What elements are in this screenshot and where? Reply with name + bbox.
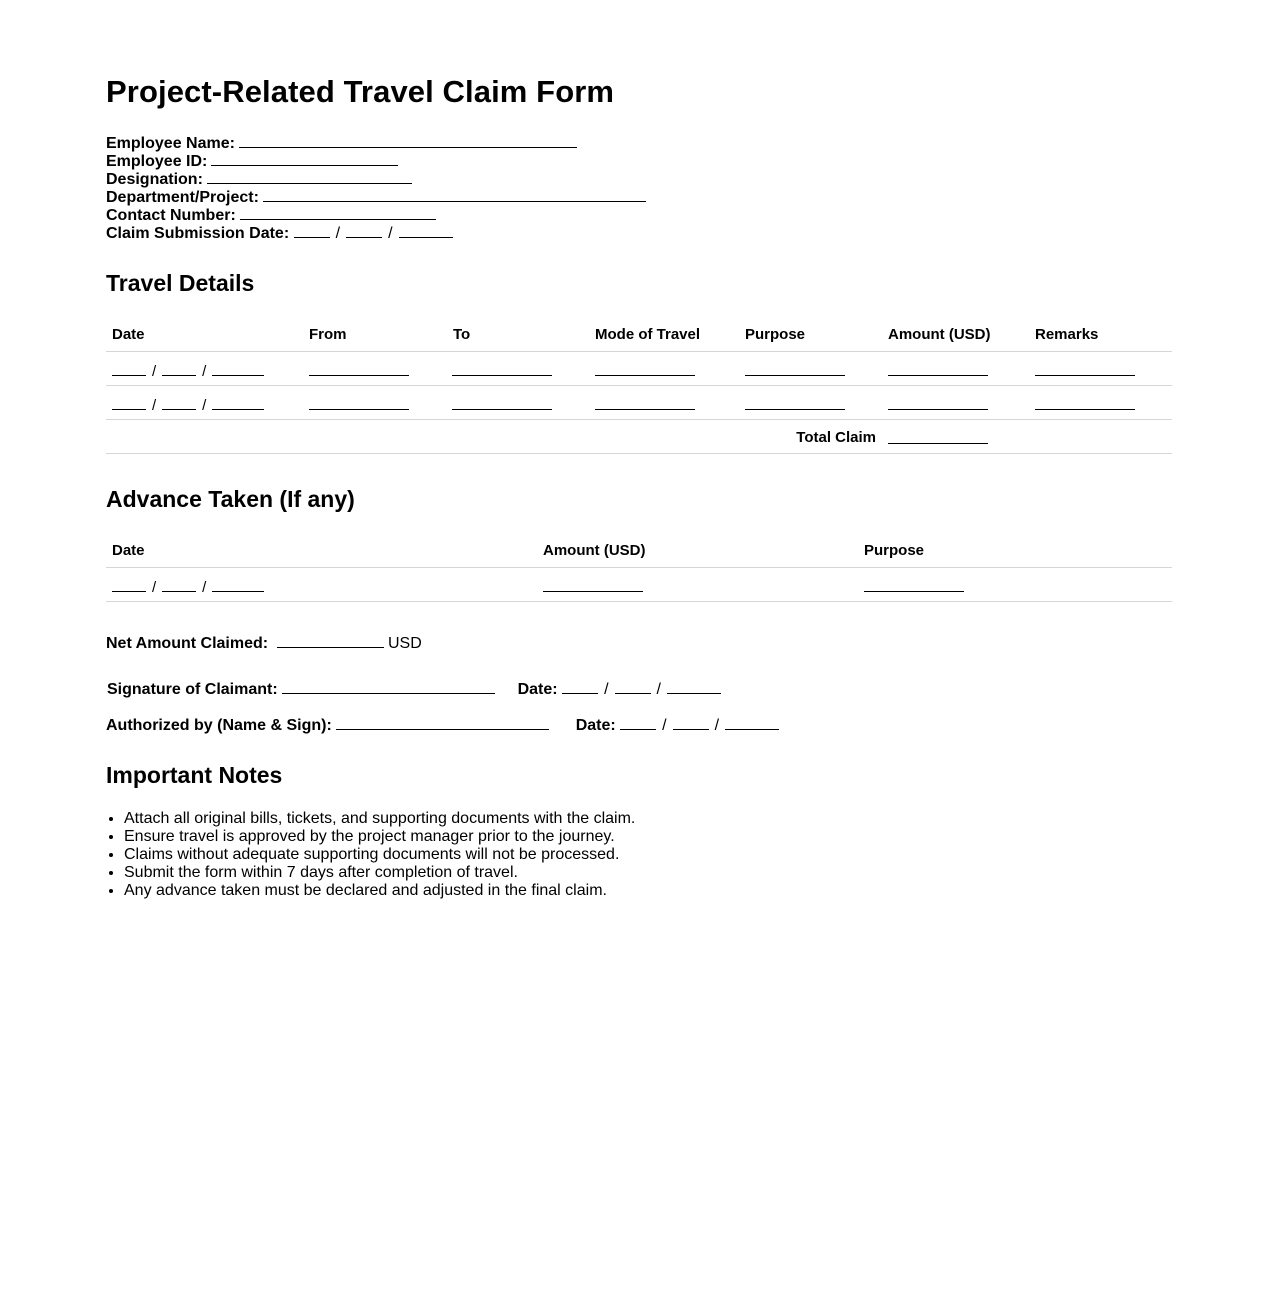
advance-table [106,533,1172,602]
claimant-date-year-field[interactable] [667,679,721,694]
claimant-signature-label: Signature of Claimant: [107,681,278,698]
claim-date-label: Claim Submission Date: [106,225,290,242]
department-field[interactable] [263,187,646,202]
table-header [106,533,1172,568]
month-field[interactable] [162,577,196,592]
column-header-amount: Amount (USD) [888,326,991,343]
claimant-date-month-field[interactable] [615,679,651,694]
day-field[interactable] [112,361,146,376]
claimant-date-day-field[interactable] [562,679,598,694]
authorized-date-year-field[interactable] [725,715,779,730]
remarks-field[interactable] [1035,395,1135,414]
column-header-date: Date [112,542,145,559]
claim-date-month-field[interactable] [346,223,382,238]
notes-list [106,810,635,900]
authorized-signature-field[interactable] [336,715,549,730]
year-field[interactable] [212,361,264,376]
mode-field[interactable] [595,395,695,414]
date-separator: / [202,363,207,380]
claim-date-year-field[interactable] [399,223,453,238]
notes-heading: Important Notes [106,762,283,788]
list-item: • Claims without adequate supporting documents will not be processed. [124,846,635,864]
month-field[interactable] [162,395,196,410]
table-header [106,317,1172,352]
designation-label: Designation: [106,171,203,188]
travel-details-heading: Travel Details [106,270,255,296]
employee-id-field[interactable] [211,151,398,166]
designation-row [106,169,646,187]
day-field[interactable] [112,577,146,592]
total-claim-label: Total Claim [796,429,876,446]
net-amount-field[interactable] [277,633,384,648]
column-header-from: From [309,326,347,343]
authorized-signature-label: Authorized by (Name & Sign): [106,717,332,734]
authorized-date-label: Date: [575,717,616,734]
net-amount-unit: USD [387,635,422,652]
column-header-purpose: Purpose [745,326,806,343]
date-separator: / [152,397,157,414]
claimant-signature-row [107,679,721,699]
claim-date-day-field[interactable] [294,223,330,238]
employee-id-label: Employee ID: [106,153,208,170]
advance-heading: Advance Taken (If any) [106,486,355,512]
contact-label: Contact Number: [106,207,236,224]
list-item: • Submit the form within 7 days after completion of travel. [124,864,635,882]
mode-field[interactable] [595,361,695,380]
contact-field[interactable] [240,205,436,220]
date-cell [112,577,264,596]
date-separator: / [604,681,609,698]
department-row [106,187,646,205]
to-field[interactable] [452,361,552,380]
total-claim-field[interactable] [888,429,988,448]
day-field[interactable] [112,395,146,410]
column-header-remarks: Remarks [1035,326,1099,343]
column-header-purpose: Purpose [864,542,925,559]
date-cell [112,361,264,380]
month-field[interactable] [162,361,196,376]
table-row [106,352,1172,386]
date-cell [112,395,264,414]
date-separator: / [656,681,661,698]
from-field[interactable] [309,395,409,414]
employee-name-row [106,133,646,151]
authorized-signature-row [106,715,779,735]
amount-field[interactable] [888,395,988,414]
advance-amount-field[interactable] [543,577,643,596]
year-field[interactable] [212,577,264,592]
authorized-date-month-field[interactable] [673,715,709,730]
date-separator: / [714,717,720,734]
purpose-field[interactable] [745,395,845,414]
net-amount-label: Net Amount Claimed: [106,635,269,652]
column-header-amount: Amount (USD) [543,542,646,559]
total-row [106,420,1172,454]
date-separator: / [202,397,207,414]
date-separator: / [662,717,667,734]
table-row [106,568,1172,602]
from-field[interactable] [309,361,409,380]
date-separator: / [388,225,393,242]
list-item: • Attach all original bills, tickets, and supporting documents with the claim. [124,810,635,828]
column-header-to: To [453,326,471,343]
claimant-date-label: Date: [517,681,558,698]
net-amount-row [106,633,422,653]
designation-field[interactable] [207,169,412,184]
employee-id-row [106,151,646,169]
date-separator: / [335,225,341,242]
department-label: Department/Project: [106,189,259,206]
contact-row [106,205,646,223]
column-header-date: Date [112,326,145,343]
date-separator: / [202,579,207,596]
list-item: • Any advance taken must be declared and adjusted in the final claim. [124,882,635,900]
date-separator: / [152,579,157,596]
advance-purpose-field[interactable] [864,577,964,596]
year-field[interactable] [212,395,264,410]
to-field[interactable] [452,395,552,414]
employee-name-field[interactable] [239,133,577,148]
employee-info [106,133,646,241]
claim-date-row [106,223,646,241]
travel-details-table [106,317,1172,454]
page-title: Project-Related Travel Claim Form [106,74,615,109]
authorized-date-day-field[interactable] [620,715,656,730]
amount-field[interactable] [888,361,988,380]
remarks-field[interactable] [1035,361,1135,380]
list-item: • Ensure travel is approved by the project manager prior to the journey. [124,828,635,846]
table-row [106,386,1172,420]
date-separator: / [152,363,157,380]
purpose-field[interactable] [745,361,845,380]
claimant-signature-field[interactable] [282,679,495,694]
column-header-mode: Mode of Travel [595,326,701,343]
employee-name-label: Employee Name: [106,135,235,152]
